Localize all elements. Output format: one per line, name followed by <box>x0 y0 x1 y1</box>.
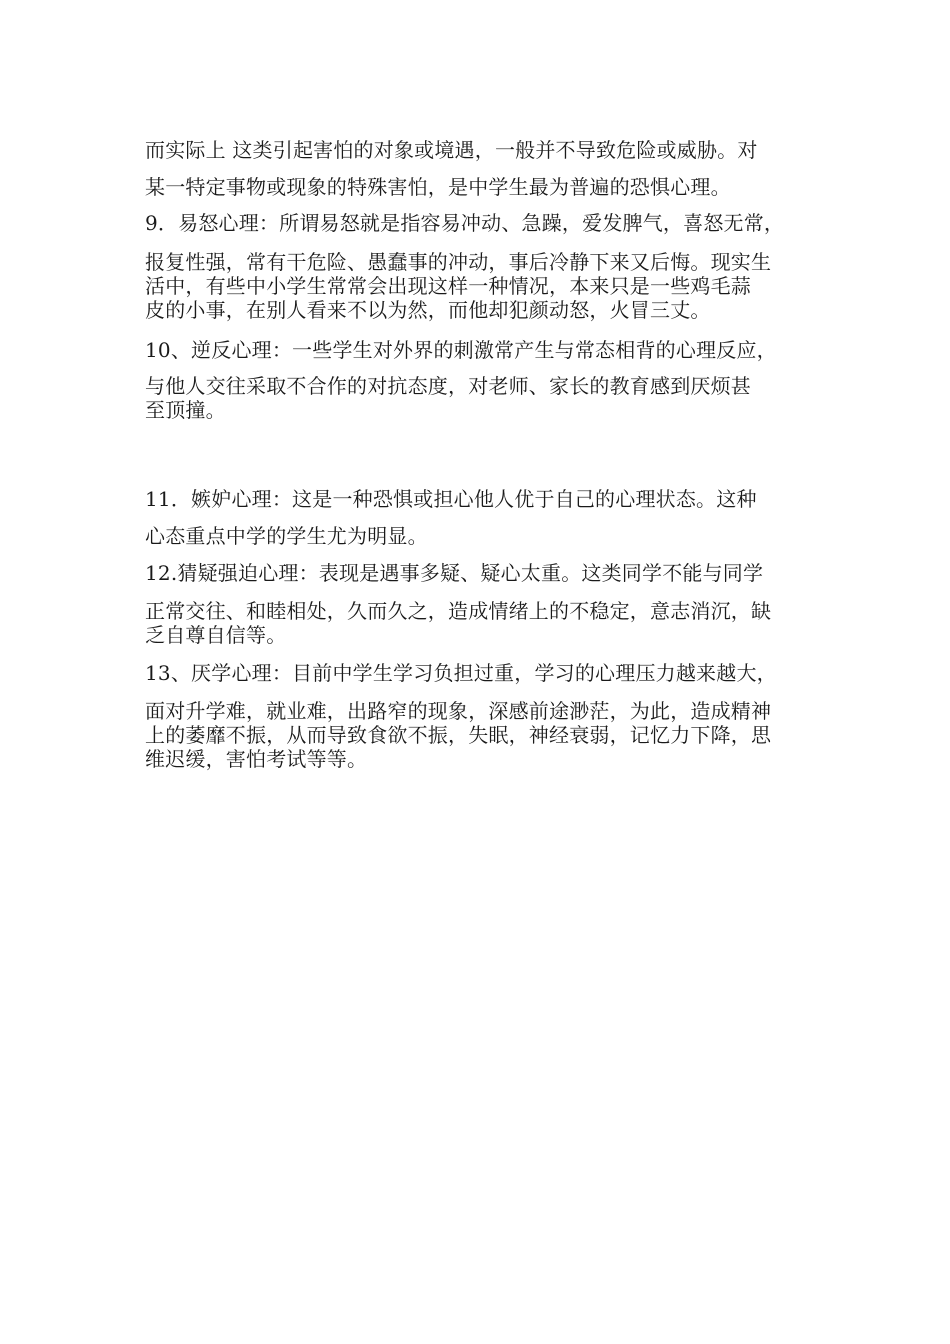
text-line: 11．嫉妒心理：这是一种恐惧或担心他人优于自己的心理状态。这种 <box>145 487 757 511</box>
paragraph-irritability-body <box>145 250 815 322</box>
paragraph-school-aversion-body <box>145 699 815 771</box>
paragraph-rebellion-body <box>145 374 815 422</box>
text-line: 面对升学难，就业难，出路窄的现象，深感前途渺茫，为此，造成精神 <box>145 699 772 723</box>
paragraph-fear-continued <box>145 138 815 162</box>
text-line: 心态重点中学的学生尤为明显。 <box>145 524 428 548</box>
text-line: 维迟缓，害怕考试等等。 <box>145 747 368 771</box>
paragraph-suspicion-heading <box>145 561 815 585</box>
text-line: 活中，有些中小学生常常会出现这样一种情况，本来只是一些鸡毛蒜 <box>145 274 751 298</box>
paragraph-jealousy-heading <box>145 487 815 511</box>
text-line: 10、逆反心理：一些学生对外界的刺激常产生与常态相背的心理反应， <box>145 338 777 362</box>
paragraph-school-aversion-heading <box>145 661 815 685</box>
paragraph-jealousy-body <box>145 524 815 548</box>
paragraph-fear-summary <box>145 175 815 199</box>
text-line: 乏自尊自信等。 <box>145 623 287 647</box>
text-line: 至顶撞。 <box>145 398 226 422</box>
text-line: 与他人交往采取不合作的对抗态度，对老师、家长的教育感到厌烦甚 <box>145 374 751 398</box>
paragraph-rebellion-heading <box>145 338 815 362</box>
text-line: 皮的小事，在别人看来不以为然，而他却犯颜动怒，火冒三丈。 <box>145 298 711 322</box>
text-line: 某一特定事物或现象的特殊害怕，是中学生最为普遍的恐惧心理。 <box>145 175 731 199</box>
text-line: 9．易怒心理：所谓易怒就是指容易冲动、急躁，爱发脾气，喜怒无常， <box>145 211 785 235</box>
text-line: 而实际上 这类引起害怕的对象或境遇，一般并不导致危险或威胁。对 <box>145 138 758 162</box>
text-line: 正常交往、和睦相处，久而久之，造成情绪上的不稳定，意志消沉，缺 <box>145 599 772 623</box>
text-line: 报复性强，常有干危险、愚蠢事的冲动，事后冷静下来又后悔。现实生 <box>145 250 772 274</box>
text-line: 12.猜疑强迫心理：表现是遇事多疑、疑心太重。这类同学不能与同学 <box>145 561 764 585</box>
paragraph-irritability-heading <box>145 211 815 235</box>
paragraph-suspicion-body <box>145 599 815 647</box>
text-line: 13、厌学心理：目前中学生学习负担过重，学习的心理压力越来越大， <box>145 661 777 685</box>
text-line: 上的萎靡不振，从而导致食欲不振，失眠，神经衰弱，记忆力下降，思 <box>145 723 772 747</box>
